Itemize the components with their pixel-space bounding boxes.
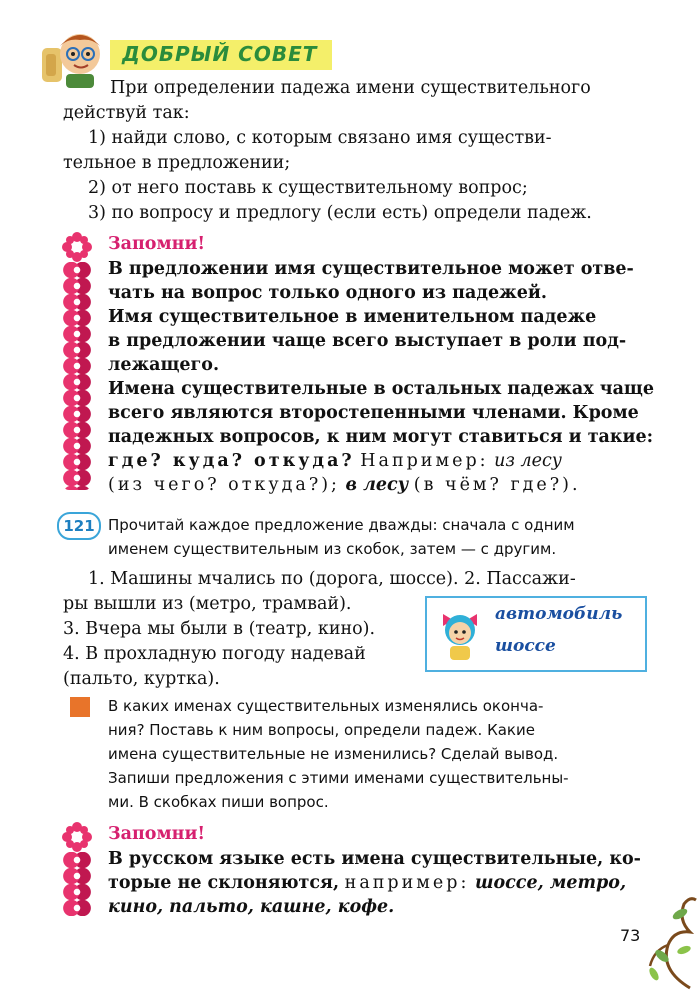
exercise-sentence-line3: 3. Вчера мы были в (театр, кино).: [63, 619, 376, 639]
decorative-braid: [63, 262, 91, 490]
advice-intro-line1: При определении падежа имени существительного: [110, 78, 591, 98]
rule1-line8: падежных вопросов, к ним могут ставиться и такие:: [108, 427, 654, 447]
decorative-braid-2: [63, 852, 91, 916]
exercise-instruction-line2: именем существительным из скобок, затем — с другим.: [108, 540, 557, 558]
flower-icon: [62, 232, 92, 262]
corner-ornament-icon: [640, 890, 698, 990]
exercise-sentence-line4: 4. В прохладную погоду надевай: [63, 644, 366, 664]
task-line5: ми. В скобках пиши вопрос.: [108, 793, 329, 811]
rule1-questions: где? куда? откуда?: [108, 451, 355, 471]
task-marker-icon: [70, 697, 90, 717]
advice-step1-line1: 1) найди слово, с которым связано имя существи-: [88, 128, 552, 148]
rule2-line2: [108, 871, 626, 896]
advice-step2: 2) от него поставь к существительному вопрос;: [88, 178, 528, 198]
rule1-questions3: (в чём? где?).: [413, 475, 581, 495]
exercise-number-badge: 121: [57, 512, 101, 540]
rule1-example2: в лесу: [345, 475, 409, 495]
exercise-instruction-line1: Прочитай каждое предложение дважды: сначала с одним: [108, 516, 575, 534]
rule2-examples1: шоссе, метро,: [474, 873, 627, 893]
rule1-questions2: (из чего? откуда?);: [108, 475, 340, 495]
rule1-example1: из лесу: [494, 451, 562, 471]
rule1-line7: всего являются второстепенными членами. Кроме: [108, 403, 639, 423]
rule2-heading: Запомни!: [108, 824, 206, 844]
exercise-sentence-line2: ры вышли из (метро, трамвай).: [63, 594, 352, 614]
task-line1: В каких именах существительных изменялись оконча-: [108, 697, 544, 715]
advice-step3: 3) по вопросу и предлогу (если есть) определи падеж.: [88, 203, 592, 223]
rule1-line5: лежащего.: [108, 355, 220, 375]
exercise-sentence-line5: (пальто, куртка).: [63, 669, 220, 689]
rule1-line1: В предложении имя существительное может отве-: [108, 259, 634, 279]
rule2-examples2: кино, пальто, кашне, кофе.: [108, 897, 395, 917]
vocabulary-word-1: автомобиль: [495, 604, 623, 624]
rule1-for-example: Например:: [360, 451, 489, 471]
rule1-line3: Имя существительное в именительном падеже: [108, 307, 597, 327]
advice-intro-line2: действуй так:: [63, 103, 190, 123]
task-line3: имена существительные не изменились? Сделай вывод.: [108, 745, 559, 763]
rule2-text: торые не склоняются,: [108, 873, 340, 893]
flower-icon-2: [62, 822, 92, 852]
rule1-heading: Запомни!: [108, 234, 206, 254]
girl-mascot-icon: [435, 606, 485, 662]
good-advice-banner: [110, 40, 332, 70]
rule2-for-example: например:: [344, 873, 470, 893]
rule1-line10: [108, 473, 581, 498]
rule1-line6: Имена существительные в остальных падежах чаще: [108, 379, 655, 399]
rule1-line9: [108, 449, 562, 474]
exercise-sentence-line1: 1. Машины мчались по (дорога, шоссе). 2. Пассажи-: [88, 569, 576, 589]
vocabulary-box: [425, 596, 647, 672]
boy-mascot-icon: [40, 28, 106, 90]
advice-step1-line2: тельное в предложении;: [63, 153, 291, 173]
banner-title: ДОБРЫЙ СОВЕТ: [122, 42, 318, 66]
rule1-line4: в предложении чаще всего выступает в роли под-: [108, 331, 627, 351]
rule2-line1: В русском языке есть имена существительные, ко-: [108, 849, 641, 869]
task-line4: Запиши предложения с этими именами существительны-: [108, 769, 569, 787]
page-number: 73: [620, 926, 641, 945]
vocabulary-word-2: шоссе: [495, 636, 556, 656]
rule1-line2: чать на вопрос только одного из падежей.: [108, 283, 548, 303]
task-line2: ния? Поставь к ним вопросы, определи падеж. Какие: [108, 721, 535, 739]
